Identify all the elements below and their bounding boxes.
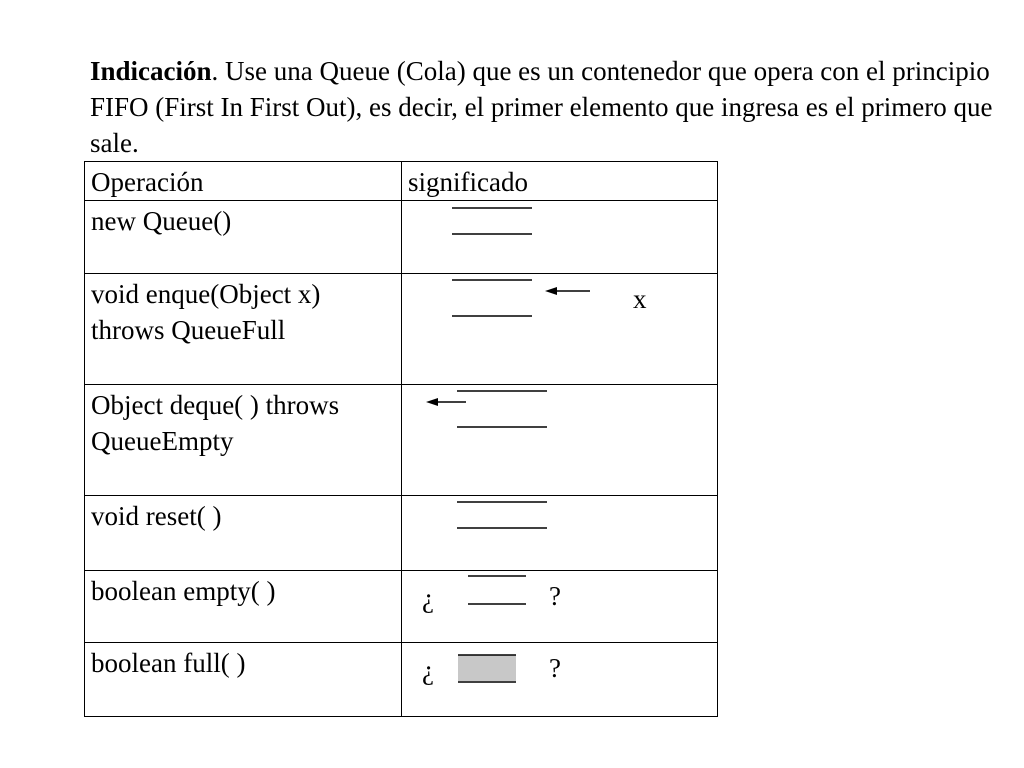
meaning-reset: [402, 496, 718, 571]
instruction-heading: Indicación: [90, 56, 212, 86]
table-row: [85, 201, 718, 274]
reset-queue-diagram: [402, 496, 412, 506]
full-queue-question-diagram: [402, 643, 412, 653]
enque-x-label: x: [633, 284, 647, 314]
empty-queue-question-diagram: [402, 571, 412, 581]
op-enque: void enque(Object x) throws QueueFull: [85, 274, 402, 385]
empty-queue-diagram: [402, 201, 412, 211]
instruction-text: . Use una Queue (Cola) que es un contenedor que opera con el principio FIFO (First In First Out), es decir, el primer elemento que ingresa es el primero que sale.: [90, 56, 993, 158]
full-open-question: ¿: [422, 655, 434, 685]
empty-close-question: ?: [549, 581, 561, 611]
op-reset: void reset( ): [85, 496, 402, 571]
enque-arrow-head: [545, 287, 557, 295]
op-empty: boolean empty( ): [85, 571, 402, 643]
table-row: [85, 385, 718, 496]
deque-diagram: [402, 385, 412, 395]
meaning-empty: [402, 571, 718, 643]
table-row: [85, 571, 718, 643]
op-new-queue: new Queue(): [85, 201, 402, 274]
full-close-question: ?: [549, 653, 561, 683]
table-row: [85, 274, 718, 385]
operations-table: [84, 161, 718, 717]
header-meaning: significado: [402, 162, 718, 201]
table-header-row: [85, 162, 718, 201]
meaning-deque: [402, 385, 718, 496]
meaning-full: [402, 643, 718, 717]
instruction-paragraph: [90, 53, 1010, 161]
deque-arrow-head: [426, 398, 438, 406]
op-full: boolean full( ): [85, 643, 402, 717]
meaning-enque: [402, 274, 718, 385]
enque-diagram: [402, 274, 412, 284]
meaning-new-queue: [402, 201, 718, 274]
empty-open-question: ¿: [422, 583, 434, 613]
table-row: [85, 643, 718, 717]
op-deque: Object deque( ) throws QueueEmpty: [85, 385, 402, 496]
table-row: [85, 496, 718, 571]
header-operation: Operación: [85, 162, 402, 201]
full-queue-fill: [458, 655, 516, 681]
